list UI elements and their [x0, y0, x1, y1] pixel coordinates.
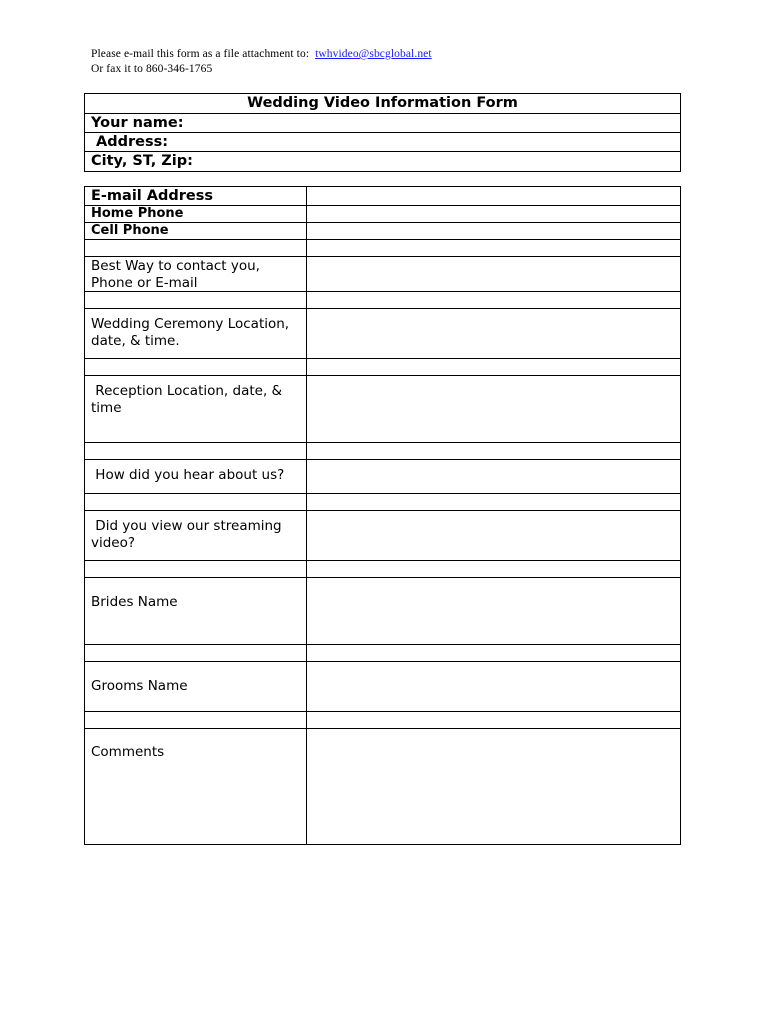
spacer-cell — [85, 443, 307, 460]
home-phone-input[interactable] — [307, 206, 681, 223]
best-way-contact-label: Best Way to contact you, Phone or E-mail — [85, 257, 307, 292]
cell-phone-label: Cell Phone — [85, 223, 307, 240]
spacer-cell — [307, 240, 681, 257]
spacer-cell — [85, 712, 307, 729]
brides-name-label: Brides Name — [85, 578, 307, 645]
cell-phone-input[interactable] — [307, 223, 681, 240]
address-field[interactable]: Address: — [85, 133, 681, 152]
streaming-video-label: Did you view our streaming video? — [85, 511, 307, 561]
comments-input[interactable] — [307, 729, 681, 845]
email-link[interactable]: twhvideo@sbcglobal.net — [315, 48, 432, 60]
email-instruction-text: Please e-mail this form as a file attachment to: — [91, 48, 310, 60]
spacer-cell — [307, 443, 681, 460]
spacer-cell — [85, 359, 307, 376]
form-title: Wedding Video Information Form — [85, 94, 681, 114]
submission-instructions — [91, 47, 432, 77]
spacer-cell — [307, 292, 681, 309]
email-address-input[interactable] — [307, 187, 681, 206]
wedding-details-table — [84, 186, 681, 845]
grooms-name-input[interactable] — [307, 662, 681, 712]
comments-label: Comments — [85, 729, 307, 845]
brides-name-input[interactable] — [307, 578, 681, 645]
ceremony-input[interactable] — [307, 309, 681, 359]
best-way-contact-input[interactable] — [307, 257, 681, 292]
spacer-cell — [85, 561, 307, 578]
spacer-cell — [307, 359, 681, 376]
ceremony-label: Wedding Ceremony Location, date, & time. — [85, 309, 307, 359]
email-address-label: E-mail Address — [85, 187, 307, 206]
fax-instruction-text: Or fax it to 860-346-1765 — [91, 63, 213, 75]
city-st-zip-field[interactable]: City, ST, Zip: — [85, 152, 681, 172]
spacer-cell — [85, 292, 307, 309]
spacer-cell — [85, 645, 307, 662]
reception-label: Reception Location, date, & time — [85, 376, 307, 443]
spacer-cell — [307, 561, 681, 578]
your-name-field[interactable]: Your name: — [85, 114, 681, 133]
spacer-cell — [307, 645, 681, 662]
spacer-cell — [307, 494, 681, 511]
reception-input[interactable] — [307, 376, 681, 443]
streaming-video-input[interactable] — [307, 511, 681, 561]
hear-about-us-label: How did you hear about us? — [85, 460, 307, 494]
spacer-cell — [307, 712, 681, 729]
grooms-name-label: Grooms Name — [85, 662, 307, 712]
spacer-cell — [85, 240, 307, 257]
hear-about-us-input[interactable] — [307, 460, 681, 494]
spacer-cell — [85, 494, 307, 511]
home-phone-label: Home Phone — [85, 206, 307, 223]
contact-info-table — [84, 93, 681, 172]
